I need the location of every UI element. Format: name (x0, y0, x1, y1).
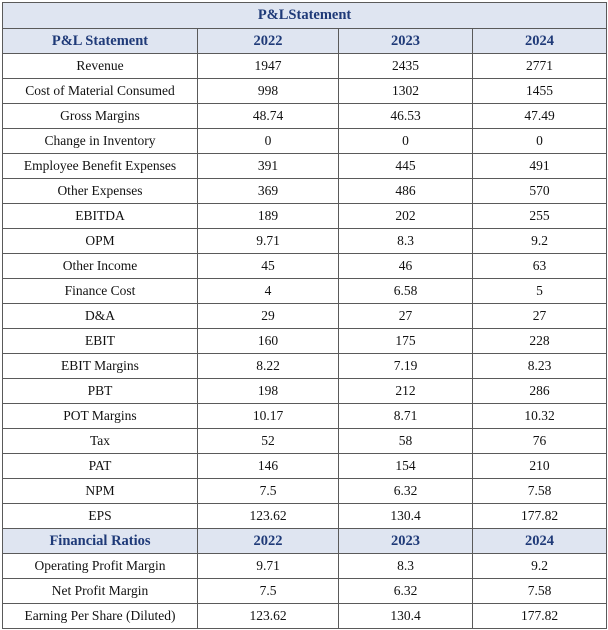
table-row (3, 254, 607, 279)
table-row (3, 129, 607, 154)
value-cell: 130.4 (339, 604, 473, 629)
value-cell: 0 (339, 129, 473, 154)
value-cell: 1455 (473, 79, 607, 104)
value-cell: 29 (198, 304, 339, 329)
value-cell: 10.17 (198, 404, 339, 429)
value-cell: 570 (473, 179, 607, 204)
value-cell: 486 (339, 179, 473, 204)
value-cell: 7.58 (473, 579, 607, 604)
row-label: Earning Per Share (Diluted) (3, 604, 198, 629)
value-cell: 9.2 (473, 229, 607, 254)
section-title: Financial Ratios (3, 529, 198, 554)
value-cell: 123.62 (198, 604, 339, 629)
row-label: Tax (3, 429, 198, 454)
year-header: 2022 (198, 29, 339, 54)
value-cell: 27 (473, 304, 607, 329)
table-row (3, 54, 607, 79)
value-cell: 7.19 (339, 354, 473, 379)
year-header: 2024 (473, 29, 607, 54)
value-cell: 369 (198, 179, 339, 204)
value-cell: 202 (339, 204, 473, 229)
value-cell: 58 (339, 429, 473, 454)
row-label: OPM (3, 229, 198, 254)
row-label: EPS (3, 504, 198, 529)
value-cell: 52 (198, 429, 339, 454)
section-title: P&L Statement (3, 29, 198, 54)
ratios-header-row (3, 529, 607, 554)
table-row (3, 504, 607, 529)
table-row (3, 604, 607, 629)
value-cell: 47.49 (473, 104, 607, 129)
value-cell: 998 (198, 79, 339, 104)
value-cell: 10.32 (473, 404, 607, 429)
row-label: Cost of Material Consumed (3, 79, 198, 104)
value-cell: 6.58 (339, 279, 473, 304)
row-label: POT Margins (3, 404, 198, 429)
value-cell: 123.62 (198, 504, 339, 529)
table-row (3, 404, 607, 429)
value-cell: 27 (339, 304, 473, 329)
value-cell: 0 (198, 129, 339, 154)
value-cell: 6.32 (339, 479, 473, 504)
table-row (3, 229, 607, 254)
row-label: EBITDA (3, 204, 198, 229)
row-label: EBIT (3, 329, 198, 354)
value-cell: 5 (473, 279, 607, 304)
value-cell: 286 (473, 379, 607, 404)
value-cell: 8.23 (473, 354, 607, 379)
value-cell: 210 (473, 454, 607, 479)
value-cell: 8.71 (339, 404, 473, 429)
value-cell: 228 (473, 329, 607, 354)
row-label: Operating Profit Margin (3, 554, 198, 579)
value-cell: 45 (198, 254, 339, 279)
pl-header-row (3, 29, 607, 54)
row-label: Finance Cost (3, 279, 198, 304)
value-cell: 46 (339, 254, 473, 279)
value-cell: 6.32 (339, 579, 473, 604)
pl-statement-table (2, 2, 607, 629)
row-label: PAT (3, 454, 198, 479)
row-label: EBIT Margins (3, 354, 198, 379)
table-row (3, 204, 607, 229)
value-cell: 177.82 (473, 604, 607, 629)
year-header: 2022 (198, 529, 339, 554)
year-header: 2023 (339, 529, 473, 554)
value-cell: 175 (339, 329, 473, 354)
value-cell: 154 (339, 454, 473, 479)
value-cell: 445 (339, 154, 473, 179)
value-cell: 189 (198, 204, 339, 229)
row-label: Gross Margins (3, 104, 198, 129)
value-cell: 8.3 (339, 554, 473, 579)
year-header: 2023 (339, 29, 473, 54)
year-header: 2024 (473, 529, 607, 554)
table-row (3, 304, 607, 329)
value-cell: 9.71 (198, 554, 339, 579)
value-cell: 4 (198, 279, 339, 304)
value-cell: 130.4 (339, 504, 473, 529)
value-cell: 7.5 (198, 579, 339, 604)
table-row (3, 454, 607, 479)
table-row (3, 79, 607, 104)
value-cell: 46.53 (339, 104, 473, 129)
row-label: PBT (3, 379, 198, 404)
table-row (3, 429, 607, 454)
value-cell: 7.58 (473, 479, 607, 504)
value-cell: 391 (198, 154, 339, 179)
value-cell: 63 (473, 254, 607, 279)
row-label: Other Expenses (3, 179, 198, 204)
table-row (3, 554, 607, 579)
value-cell: 2771 (473, 54, 607, 79)
row-label: Change in Inventory (3, 129, 198, 154)
value-cell: 76 (473, 429, 607, 454)
row-label: Other Income (3, 254, 198, 279)
value-cell: 160 (198, 329, 339, 354)
value-cell: 8.3 (339, 229, 473, 254)
row-label: Employee Benefit Expenses (3, 154, 198, 179)
value-cell: 255 (473, 204, 607, 229)
row-label: D&A (3, 304, 198, 329)
value-cell: 212 (339, 379, 473, 404)
table-row (3, 579, 607, 604)
table-title: P&LStatement (3, 3, 607, 29)
value-cell: 177.82 (473, 504, 607, 529)
table-row (3, 354, 607, 379)
value-cell: 7.5 (198, 479, 339, 504)
table-row (3, 479, 607, 504)
table-row (3, 154, 607, 179)
value-cell: 2435 (339, 54, 473, 79)
row-label: Net Profit Margin (3, 579, 198, 604)
table-row (3, 379, 607, 404)
table-row (3, 104, 607, 129)
row-label: NPM (3, 479, 198, 504)
table-row (3, 179, 607, 204)
value-cell: 491 (473, 154, 607, 179)
value-cell: 9.2 (473, 554, 607, 579)
value-cell: 48.74 (198, 104, 339, 129)
table-row (3, 279, 607, 304)
value-cell: 1947 (198, 54, 339, 79)
value-cell: 0 (473, 129, 607, 154)
table-row (3, 329, 607, 354)
table-title-row (3, 3, 607, 29)
row-label: Revenue (3, 54, 198, 79)
value-cell: 1302 (339, 79, 473, 104)
value-cell: 198 (198, 379, 339, 404)
value-cell: 9.71 (198, 229, 339, 254)
value-cell: 8.22 (198, 354, 339, 379)
value-cell: 146 (198, 454, 339, 479)
